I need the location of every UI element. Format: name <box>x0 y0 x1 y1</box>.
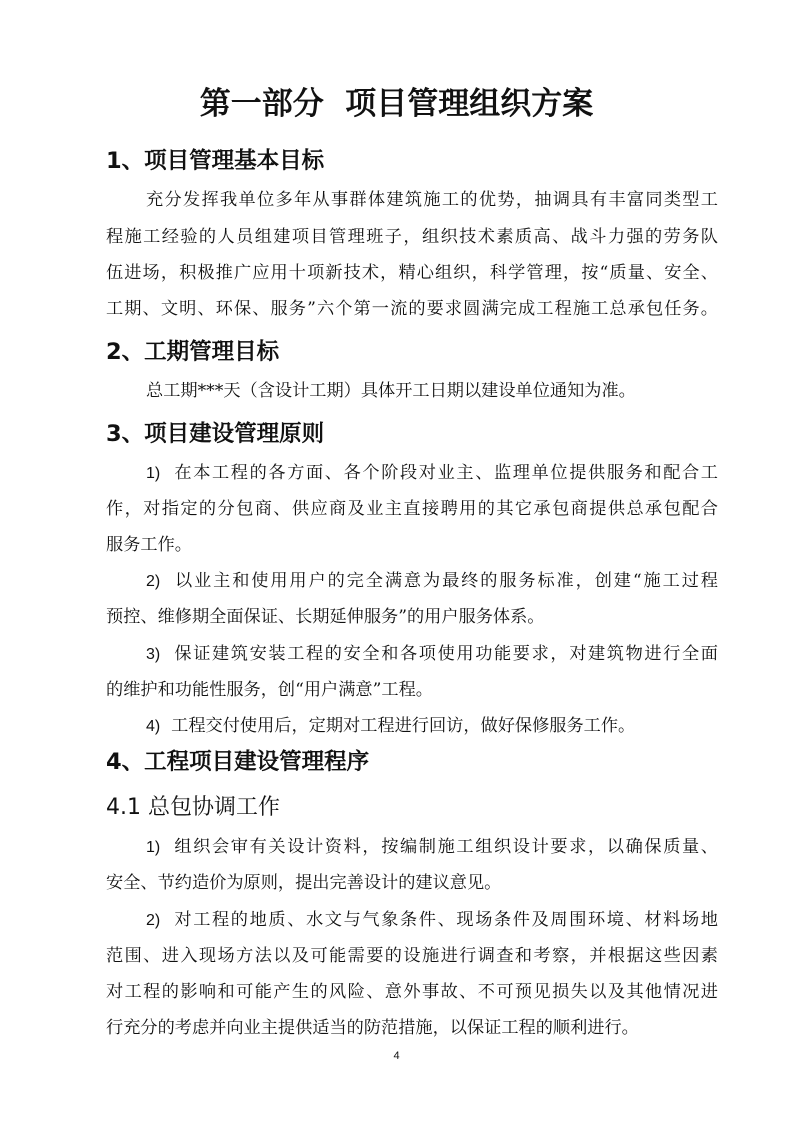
section-heading-1: 1、项目管理基本目标 <box>106 148 325 174</box>
list-number: 4) <box>146 718 161 735</box>
paragraph-line: 程施工经验的人员组建项目管理班子，组织技术素质高、战斗力强的劳务队 <box>106 227 718 247</box>
list-item-line: 1) 组织会审有关设计资料，按编制施工组织设计要求，以确保质量、 <box>146 837 718 857</box>
list-number: 2) <box>146 573 161 590</box>
page-title: 第一部分 项目管理组织方案 <box>199 86 594 122</box>
list-item-line: 行充分的考虑并向业主提供适当的防范措施，以保证工程的顺利进行。 <box>106 1018 639 1038</box>
list-item-line: 安全、节约造价为原则，提出完善设计的建议意见。 <box>106 873 502 893</box>
list-item-line: 作，对指定的分包商、供应商及业主直接聘用的其它承包商提供总承包配合 <box>106 499 718 519</box>
list-item-line: 预控、维修期全面保证、长期延伸服务”的用户服务体系。 <box>106 607 545 627</box>
paragraph-line: 总工期***天（含设计工期）具体开工日期以建设单位通知为准。 <box>146 381 636 401</box>
list-number: 2) <box>146 912 161 929</box>
section-heading-4: 4、工程项目建设管理程序 <box>106 749 370 775</box>
list-item-line: 1) 在本工程的各方面、各个阶段对业主、监理单位提供服务和配合工 <box>146 463 718 483</box>
section-heading-2: 2、工期管理目标 <box>106 339 280 365</box>
section-heading-3: 3、项目建设管理原则 <box>106 421 325 447</box>
list-item-line: 2) 对工程的地质、水文与气象条件、现场条件及周围环境、材料场地 <box>146 910 718 930</box>
list-item-line: 服务工作。 <box>106 535 192 555</box>
paragraph-line: 工期、文明、环保、服务”六个第一流的要求圆满完成工程施工总承包任务。 <box>106 299 718 319</box>
list-item-line: 4) 工程交付使用后，定期对工程进行回访，做好保修服务工作。 <box>146 716 636 736</box>
list-item-line: 范围、进入现场方法以及可能需要的设施进行调查和考察，并根据这些因素 <box>106 946 718 966</box>
paragraph-line: 充分发挥我单位多年从事群体建筑施工的优势，抽调具有丰富同类型工 <box>146 190 718 210</box>
list-item-line: 2) 以业主和使用用户的完全满意为最终的服务标准，创建“施工过程 <box>146 571 718 591</box>
list-item-line: 的维护和功能性服务，创“用户满意”工程。 <box>106 680 433 700</box>
paragraph-line: 伍进场，积极推广应用十项新技术，精心组织，科学管理，按“质量、安全、 <box>106 263 718 283</box>
list-item-line: 对工程的影响和可能产生的风险、意外事故、不可预见损失以及其他情况进 <box>106 982 718 1002</box>
list-number: 1) <box>146 465 161 482</box>
list-number: 1) <box>146 839 161 856</box>
list-number: 3) <box>146 646 161 663</box>
list-item-line: 3) 保证建筑安装工程的安全和各项使用功能要求，对建筑物进行全面 <box>146 644 718 664</box>
page-number: 4 <box>393 1050 400 1062</box>
subsection-heading-4-1: 4.1 总包协调工作 <box>106 795 280 820</box>
